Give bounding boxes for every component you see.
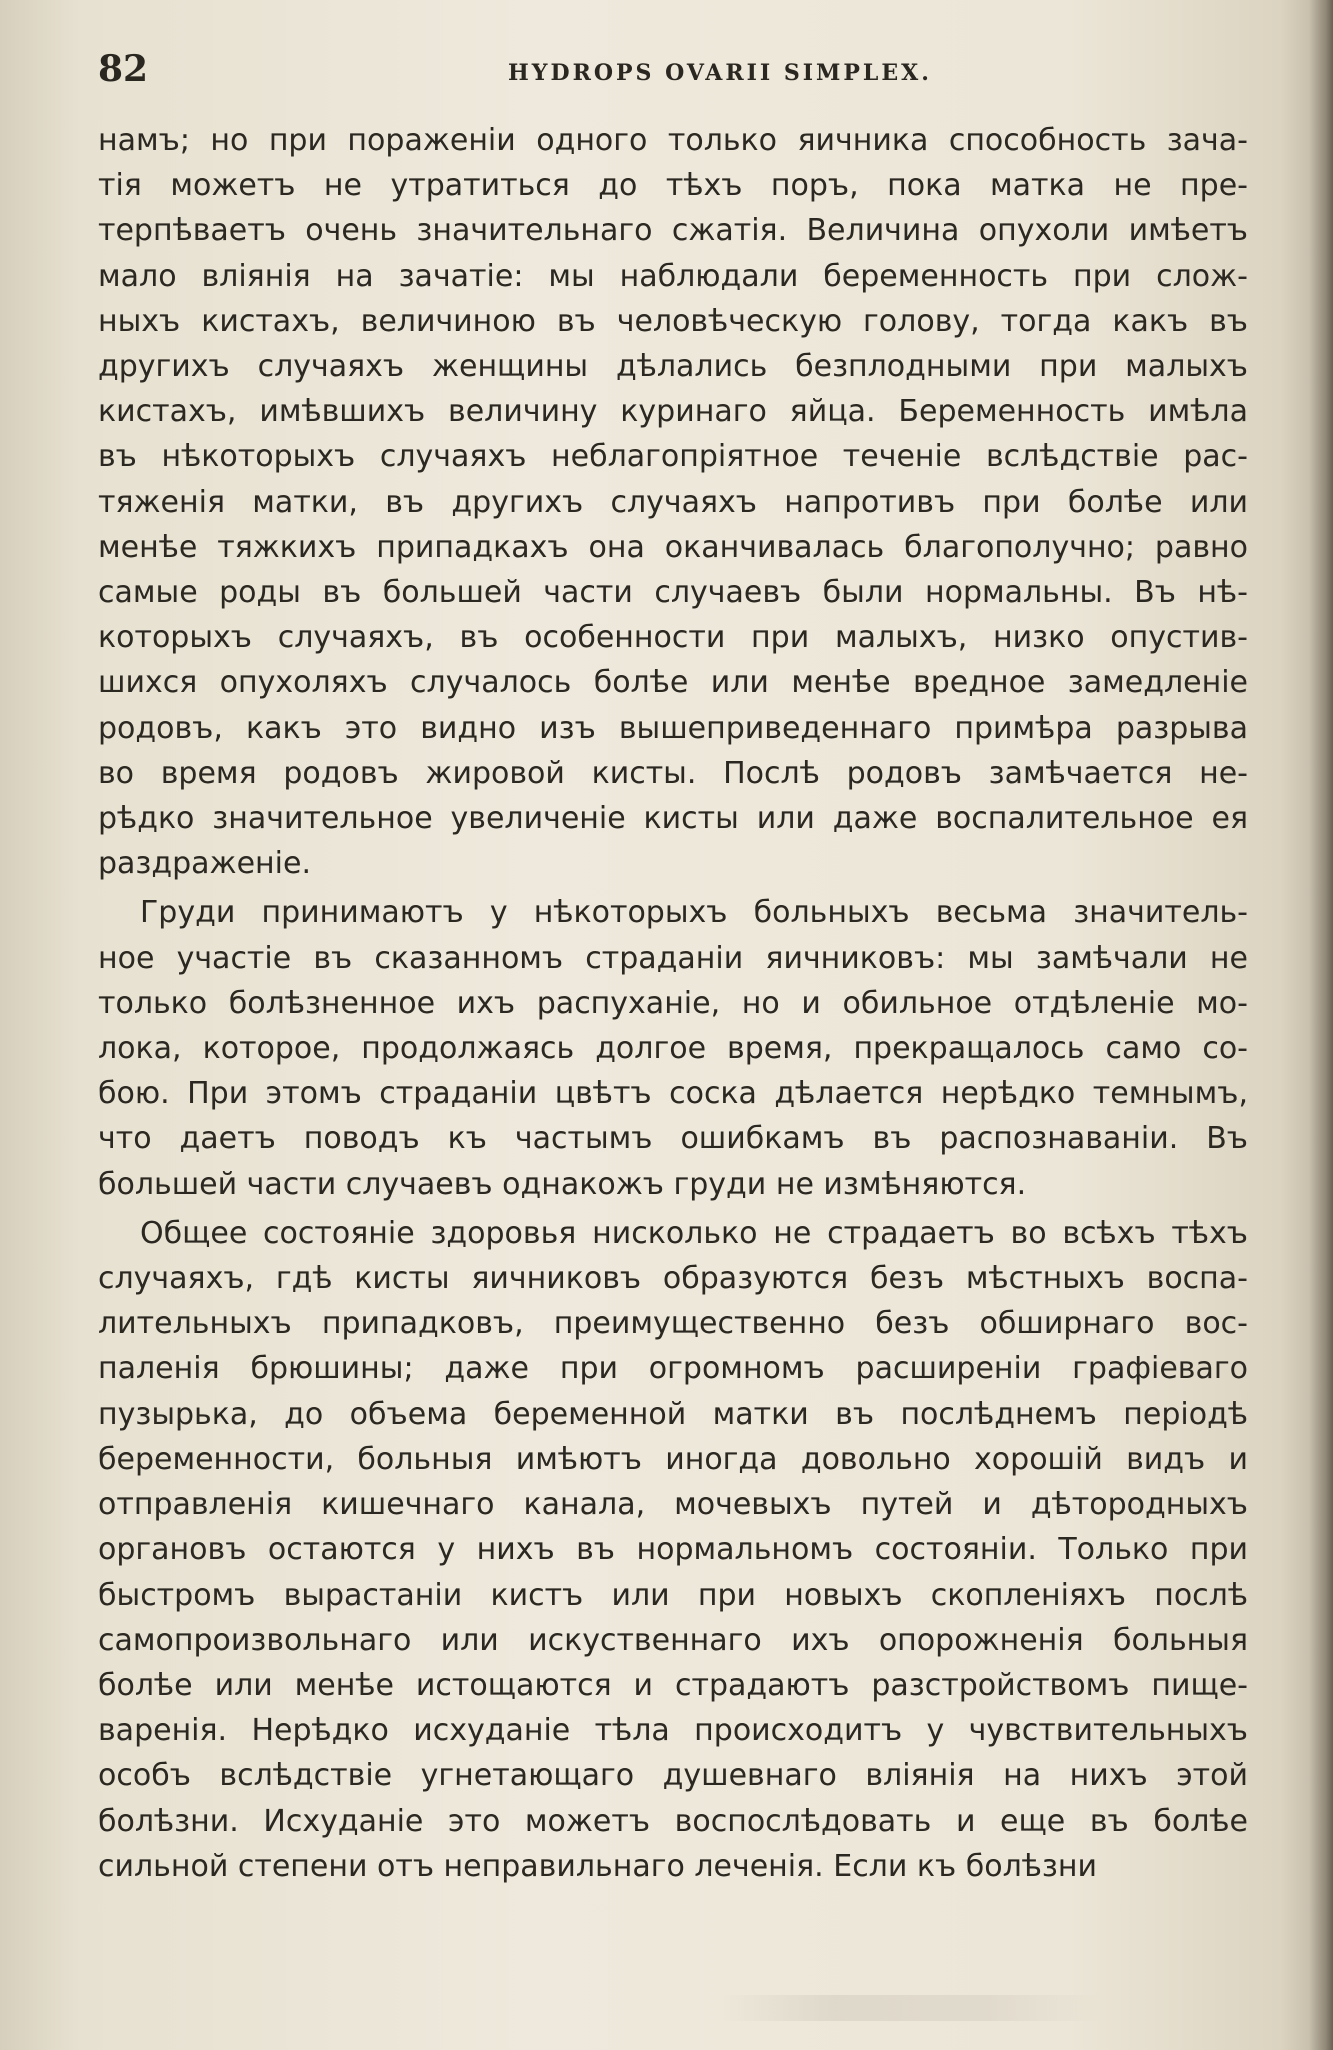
text-line: большей части случаевъ однакожъ груди не измѣняются. bbox=[98, 1166, 1027, 1202]
text-line: что даетъ поводъ къ частымъ ошибкамъ въ распознаваніи. Въ bbox=[98, 1121, 1248, 1157]
text-line: Общее состояніе здоровья нисколько не страдаетъ во всѣхъ тѣхъ bbox=[140, 1215, 1248, 1251]
paragraph bbox=[98, 890, 1248, 1206]
text-line: бою. При этомъ страданіи цвѣтъ соска дѣлается нерѣдко темнымъ, bbox=[98, 1076, 1248, 1112]
text-line: только болѣзненное ихъ распуханіе, но и обильное отдѣленіе мо- bbox=[98, 985, 1248, 1021]
running-title: HYDROPS OVARII SIMPLEX. bbox=[508, 60, 932, 86]
text-line: лительныхъ припадковъ, преимущественно безъ обширнаго вос- bbox=[98, 1306, 1248, 1342]
paragraph bbox=[98, 1211, 1248, 1889]
text-line: Груди принимаютъ у нѣкоторыхъ больныхъ весьма значитель- bbox=[140, 895, 1248, 931]
text-line: беременности, больныя имѣютъ иногда довольно хорошій видъ и bbox=[98, 1441, 1248, 1477]
text-line: терпѣваетъ очень значительнаго сжатія. Величина опухоли имѣетъ bbox=[98, 213, 1248, 249]
text-line: особъ вслѣдствіе угнетающаго душевнаго вліянія на нихъ этой bbox=[98, 1758, 1248, 1794]
text-line: пузырька, до объема беременной матки въ послѣднемъ періодѣ bbox=[98, 1396, 1248, 1432]
paragraph bbox=[98, 118, 1248, 886]
text-line: раздраженіе. bbox=[98, 846, 311, 882]
text-line: намъ; но при пораженіи одного только яичника способность зача- bbox=[98, 123, 1248, 158]
text-line: кистахъ, имѣвшихъ величину куринаго яйца. Беременность имѣла bbox=[98, 394, 1248, 430]
text-line: во время родовъ жировой кисты. Послѣ родовъ замѣчается не- bbox=[98, 755, 1248, 791]
text-line: ное участіе въ сказанномъ страданіи яичниковъ: мы замѣчали не bbox=[98, 940, 1248, 976]
text-line: ныхъ кистахъ, величиною въ человѣческую голову, тогда какъ въ bbox=[98, 303, 1248, 339]
text-line: другихъ случаяхъ женщины дѣлались безплодными при малыхъ bbox=[98, 349, 1248, 385]
text-line: менѣе тяжкихъ припадкахъ она оканчивалась благополучно; равно bbox=[98, 529, 1248, 565]
page-number: 82 bbox=[98, 48, 149, 90]
ink-bleed-through bbox=[720, 1995, 1100, 2021]
text-line: рѣдко значительное увеличеніе кисты или даже воспалительное ея bbox=[98, 801, 1248, 837]
body-text bbox=[98, 118, 1248, 1889]
text-line: лока, которое, продолжаясь долгое время, прекращалось само со- bbox=[98, 1031, 1248, 1067]
text-line: въ нѣкоторыхъ случаяхъ неблагопріятное теченіе вслѣдствіе рас- bbox=[98, 439, 1248, 475]
text-line: мало вліянія на зачатіе: мы наблюдали беременность при слож- bbox=[98, 258, 1248, 294]
text-line: отправленія кишечнаго канала, мочевыхъ путей и дѣтородныхъ bbox=[98, 1487, 1248, 1523]
binding-shadow bbox=[1309, 0, 1333, 2050]
text-line: сильной степени отъ неправильнаго леченія. Если къ болѣзни bbox=[98, 1848, 1097, 1884]
text-line: случаяхъ, гдѣ кисты яичниковъ образуются безъ мѣстныхъ воспа- bbox=[98, 1261, 1248, 1297]
text-line: паленія брюшины; даже при огромномъ расширеніи графіеваго bbox=[98, 1351, 1248, 1387]
text-line: тія можетъ не утратиться до тѣхъ поръ, пока матка не пре- bbox=[98, 168, 1248, 204]
text-line: шихся опухоляхъ случалось болѣе или менѣе вредное замедленіе bbox=[98, 665, 1248, 701]
text-line: самопроизвольнаго или искуственнаго ихъ опорожненія больныя bbox=[98, 1622, 1248, 1658]
page-header bbox=[98, 48, 1238, 98]
text-line: быстромъ вырастаніи кистъ или при новыхъ скопленіяхъ послѣ bbox=[98, 1577, 1248, 1613]
text-line: которыхъ случаяхъ, въ особенности при малыхъ, низко опустив- bbox=[98, 620, 1248, 656]
text-line: болѣзни. Исхуданіе это можетъ воспослѣдовать и еще въ болѣе bbox=[98, 1803, 1248, 1839]
text-line: болѣе или менѣе истощаются и страдаютъ разстройствомъ пище- bbox=[98, 1667, 1248, 1703]
text-line: органовъ остаются у нихъ въ нормальномъ состояніи. Только при bbox=[98, 1532, 1248, 1568]
text-line: родовъ, какъ это видно изъ вышеприведеннаго примѣра разрыва bbox=[98, 710, 1248, 746]
text-line: самые роды въ большей части случаевъ были нормальны. Въ нѣ- bbox=[98, 575, 1248, 611]
text-line: варенія. Нерѣдко исхуданіе тѣла происходитъ у чувствительныхъ bbox=[98, 1713, 1248, 1749]
text-line: тяженія матки, въ другихъ случаяхъ напротивъ при болѣе или bbox=[98, 484, 1248, 520]
